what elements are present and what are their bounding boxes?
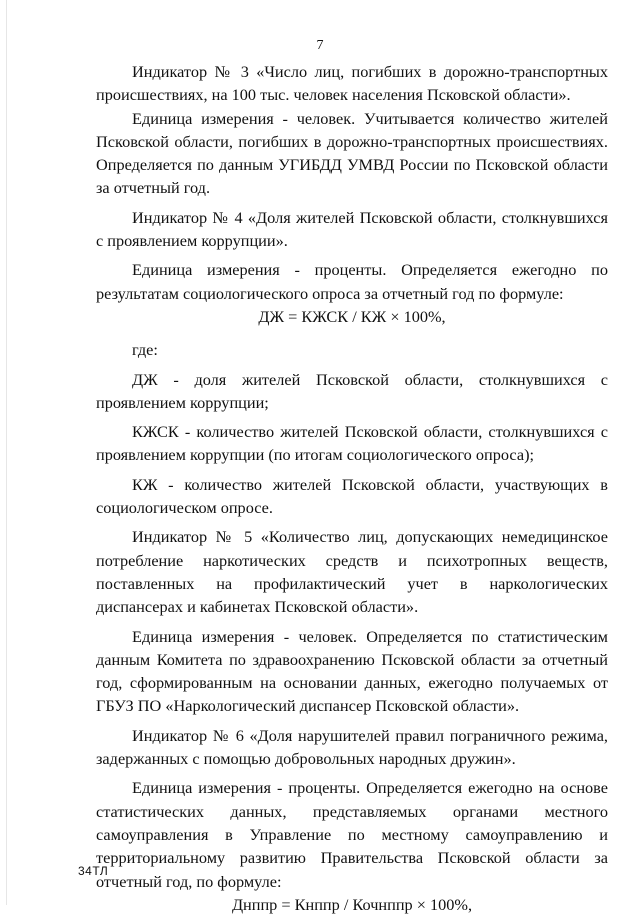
document-body <box>96 60 608 916</box>
definition-kzhsk: КЖСК - количество жителей Псковской области, столкнувшихся с проявлением коррупции (по итогам социологического опроса); <box>96 422 608 465</box>
paragraph-indicator-5: Индикатор № 5 «Количество лиц, допускающих немедицинское потребление наркотических средств и психотропных веществ, поставленных на профилактический учет в наркологических диспансерах и кабинетах Псковской области». <box>96 527 608 617</box>
paragraph-indicator-4: Индикатор № 4 «Доля жителей Псковской области, столкнувшихся с проявлением коррупции». <box>96 207 608 251</box>
footer-document-code: 34ТЛ <box>78 864 109 878</box>
paragraph-indicator-6: Индикатор № 6 «Доля нарушителей правил пограничного режима, задержанных с помощью добровольных народных дружин». <box>96 725 608 769</box>
formula-dzh: ДЖ = КЖСК / КЖ × 100%, <box>258 306 446 326</box>
page-number: 7 <box>316 38 324 53</box>
definition-dzh: ДЖ - доля жителей Псковской области, столкнувшихся с проявлением коррупции; <box>96 369 608 412</box>
paragraph-indicator-5-unit: Единица измерения - человек. Определяется по статистическим данным Комитета по здравоохранению Псковской области за отчетный год, сформированным на основании данных, ежегодно получаемых от ГБУЗ ПО «Наркологический диспансер Псковской области». <box>96 626 608 716</box>
scan-edge-line <box>6 0 7 905</box>
where-label: где: <box>132 340 158 360</box>
formula-dnppr: Днппр = Кнппр / Кочнппр × 100%, <box>231 894 473 914</box>
paragraph-indicator-3: Индикатор № 3 «Число лиц, погибших в дорожно-транспортных происшествиях, на 100 тыс. человек населения Псковской области». <box>96 62 608 105</box>
definition-kzh: КЖ - количество жителей Псковской области, участвующих в социологическом опросе. <box>96 474 608 518</box>
paragraph-indicator-6-unit: Единица измерения - проценты. Определяется ежегодно на основе статистических данных, представляемых органами местного самоуправления в Управление по местному самоуправлению и территориальному развитию Правительства Псковской области за отчетный год, по формуле: <box>96 778 608 891</box>
paragraph-indicator-3-unit: Единица измерения - человек. Учитывается количество жителей Псковской области, погибших в дорожно-транспортных происшествиях. Определяется по данным УГИБДД УМВД России по Псковской области за отчетный год. <box>96 108 608 198</box>
paragraph-indicator-4-unit: Единица измерения - проценты. Определяется ежегодно по результатам социологического опроса за отчетный год по формуле: <box>96 260 608 303</box>
